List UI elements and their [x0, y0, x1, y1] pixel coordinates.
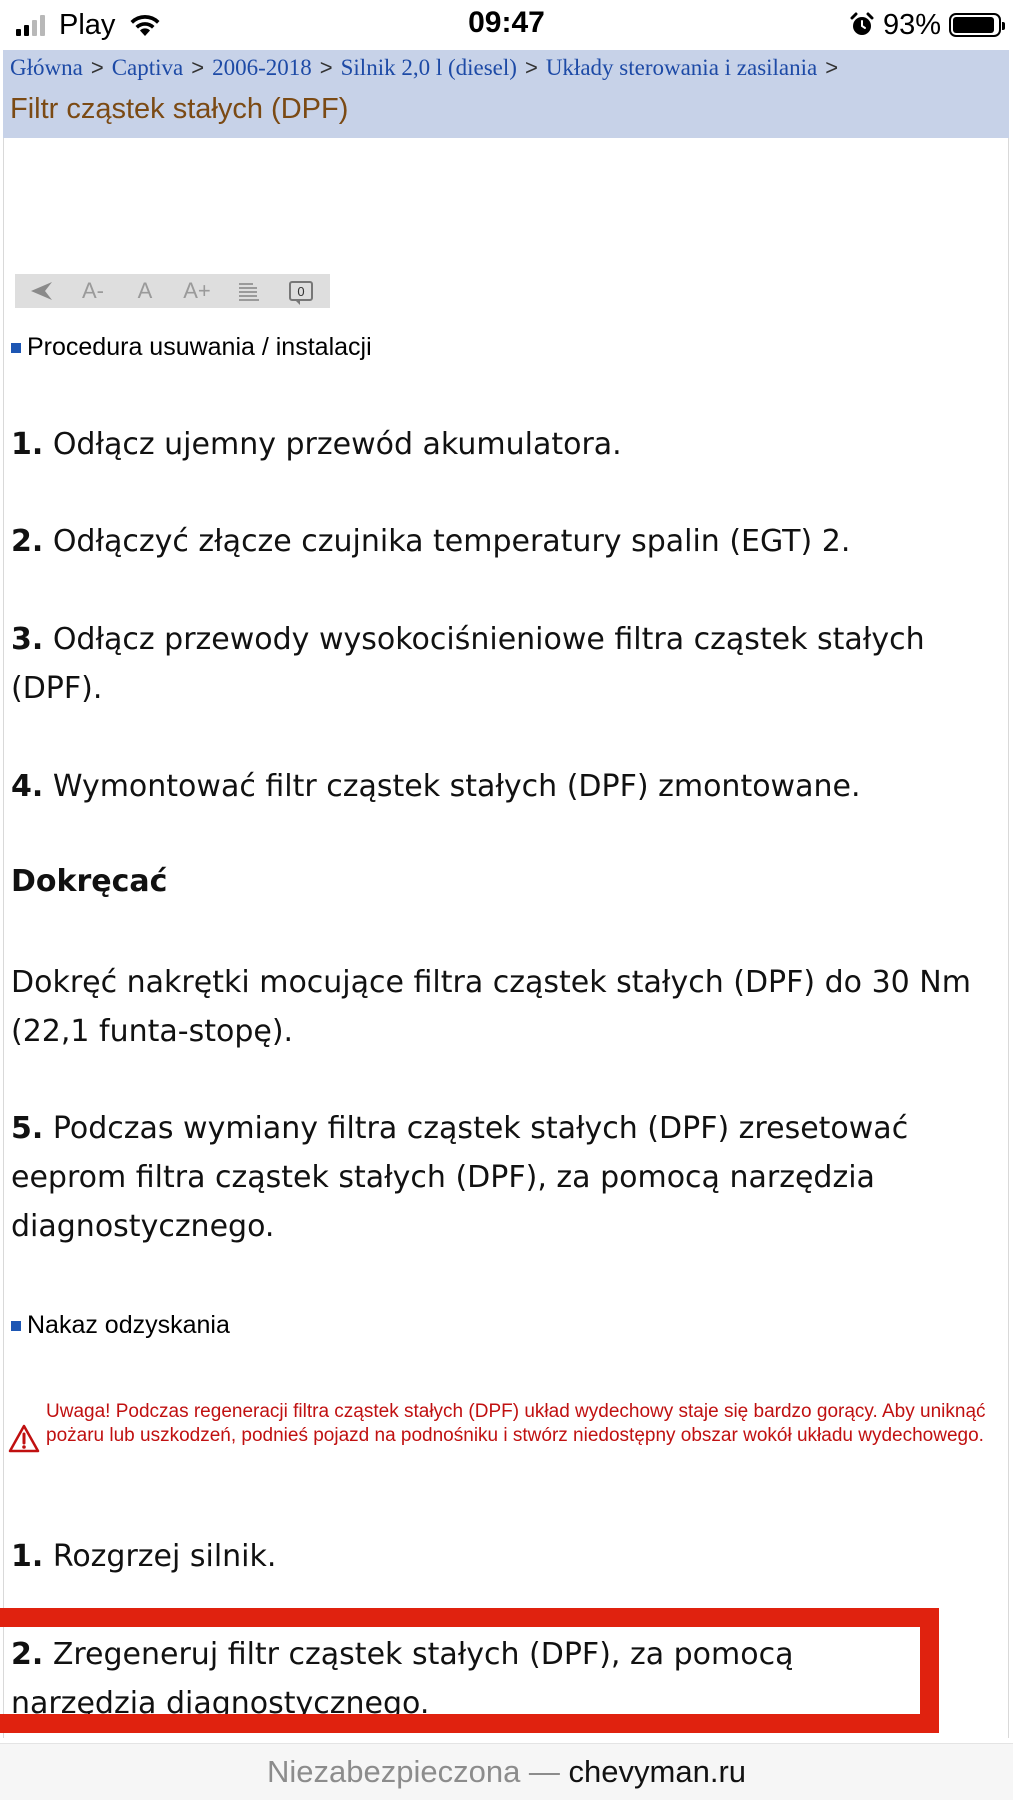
clock: 09:47: [468, 6, 545, 39]
back-icon[interactable]: [15, 274, 67, 308]
carrier-name: Play: [59, 8, 116, 41]
alarm-icon: [849, 12, 875, 38]
bullet-icon: [11, 1321, 21, 1331]
step-text: Zregeneruj filtr cząstek stałych (DPF), za pomocą narzędzia diagnostycznego.: [11, 1637, 794, 1721]
step-text: Odłącz ujemny przewód akumulatora.: [43, 427, 622, 462]
breadcrumb-years[interactable]: 2006-2018: [212, 55, 312, 80]
step-number: 5.: [11, 1111, 44, 1146]
content-frame: [3, 138, 1009, 1738]
step-5: [11, 1104, 996, 1251]
breadcrumb-separator: >: [825, 55, 839, 80]
page-title: Filtr cząstek stałych (DPF): [10, 93, 349, 125]
step-3: [11, 615, 996, 713]
step-text: Podczas wymiany filtra cząstek stałych (DPF) zresetować eeprom filtra cząstek stałych (DPF), za pomocą narzędzia diagnostycznego.: [11, 1111, 909, 1244]
font-reset-icon[interactable]: A: [137, 278, 153, 303]
step-text: Wymontować filtr cząstek stałych (DPF) zmontowane.: [43, 769, 861, 804]
breadcrumb-separator: >: [191, 55, 205, 80]
status-bar: [0, 0, 1013, 50]
tighten-text: Dokręć nakrętki mocujące filtra cząstek stałych (DPF) do 30 Nm (22,1 funta-stopę).: [11, 965, 971, 1049]
step-number: 2.: [11, 1637, 44, 1672]
section-heading-text: Procedura usuwania / instalacji: [27, 333, 372, 361]
section-heading-text: Nakaz odzyskania: [27, 1311, 230, 1339]
font-increase-icon[interactable]: A+: [183, 278, 211, 303]
address-bar[interactable]: [0, 1743, 1013, 1800]
step-number: 2.: [11, 524, 44, 559]
url-domain: chevyman.ru: [568, 1754, 747, 1789]
step-text: Rozgrzej silnik.: [43, 1539, 277, 1574]
step-2: [11, 517, 996, 566]
section-heading-removal: [11, 333, 372, 362]
step-text: Odłączyć złącze czujnika temperatury spalin (EGT) 2.: [43, 524, 851, 559]
step-number: 4.: [11, 769, 44, 804]
breadcrumb-engine[interactable]: Silnik 2,0 l (diesel): [340, 55, 517, 80]
step-number: 1.: [11, 1539, 44, 1574]
step-4: [11, 762, 996, 811]
breadcrumb-separator: >: [319, 55, 333, 80]
insecure-label: Niezabezpieczona —: [266, 1754, 569, 1789]
battery-percent: 93%: [882, 8, 941, 41]
font-decrease-icon[interactable]: A-: [82, 278, 104, 303]
step-text: Odłącz przewody wysokociśnieniowe filtra cząstek stałych (DPF).: [11, 622, 925, 706]
warning-text: Uwaga! Podczas regeneracji filtra cząstek stałych (DPF) układ wydechowy staje się bardzo gorący. Aby uniknąć pożaru lub uszkodzeń, podnieś pojazd na podnośniku i stwórz niedostępny obszar wokół układu wydechowego.: [46, 1401, 986, 1446]
step-number: 1.: [11, 427, 44, 462]
text-toolbar: [15, 274, 330, 308]
recovery-step-1: [11, 1532, 996, 1581]
comment-icon[interactable]: [275, 274, 327, 308]
step-number: 3.: [11, 622, 44, 657]
breadcrumb-separator: >: [524, 55, 538, 80]
step-1: [11, 420, 996, 469]
breadcrumb: [3, 50, 1009, 138]
bullet-icon: [11, 343, 21, 353]
section-heading-recovery: [11, 1311, 230, 1340]
tighten-heading: Dokręcać: [11, 864, 168, 899]
breadcrumb-systems[interactable]: Układy sterowania i zasilania: [545, 55, 818, 80]
highlight-box: [0, 1608, 939, 1733]
breadcrumb-captiva[interactable]: Captiva: [111, 55, 184, 80]
list-icon[interactable]: [223, 274, 275, 308]
breadcrumb-home[interactable]: Główna: [10, 55, 83, 80]
comment-count: 0: [289, 281, 313, 301]
breadcrumb-separator: >: [90, 55, 104, 80]
battery-icon: [949, 13, 1001, 37]
warning-icon: [8, 1424, 40, 1454]
